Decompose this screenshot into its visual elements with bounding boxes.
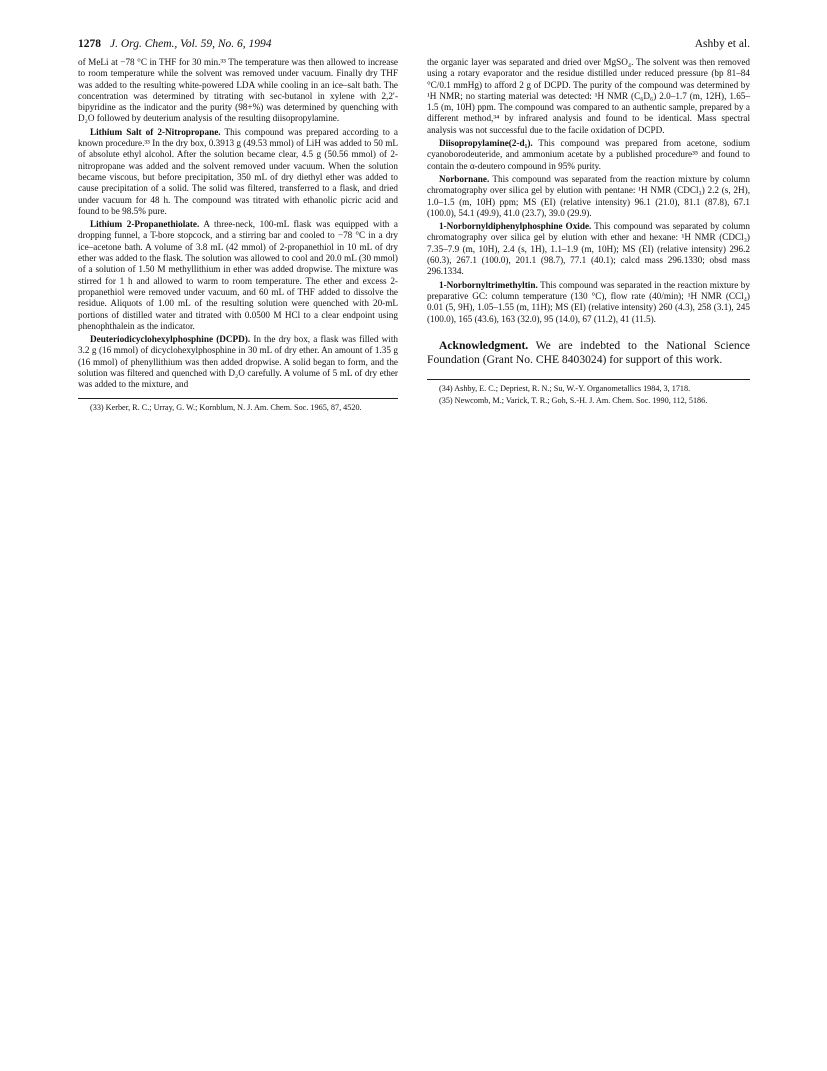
section-heading: 1-Norbornyltrimethyltin. xyxy=(439,279,538,290)
paragraph-dcpd: Deuteriodicyclohexylphosphine (DCPD). In the dry box, a flask was filled with 3.2 g (16 mmol) of dicyclohexylphosphine in 30 mL of dry ether. An amount of 1.35 g (16 mmol) of phenyllithium was then added dropwise. A solid began to form, and the solution was filtered and quenched with D₂O carefully. A volume of 5 mL of dry ether was added to the mixture, and xyxy=(78,334,398,390)
right-column xyxy=(427,57,750,408)
section-heading: Norbornane. xyxy=(439,173,490,184)
acknowledgment: Acknowledgment. We are indebted to the National Science Foundation (Grant No. CHE 8403024) for support of this work. xyxy=(427,338,750,367)
section-heading: 1-Norbornyldiphenylphosphine Oxide. xyxy=(439,221,592,232)
section-heading: Lithium 2-Propanethiolate. xyxy=(90,219,200,230)
footnote-33: (33) Kerber, R. C.; Urray, G. W.; Kornblum, N. J. Am. Chem. Soc. 1965, 87, 4520. xyxy=(90,402,362,412)
paragraph-norbornyltrimethyltin: 1-Norbornyltrimethyltin. This compound was separated in the reaction mixture by preparative GC: column temperature (130 °C), flow rate (40/min); ¹H NMR (CCl₄) 0.01 (5, 9H), 1.05–1.55 (m, 11H); MS (EI) (relative intensity) 260 (4.3), 258 (3.1), 245 (100.0), 165 (43.6), 163 (32.0), 95 (14.0), 67 (11.2), 41 (11.5). xyxy=(427,279,750,324)
paragraph-lithium-salt-2-nitropropane: Lithium Salt of 2-Nitropropane. This compound was prepared according to a known procedure.³³ In the dry box, 0.3913 g (49.53 mmol) of LiH was added to 50 mL of absolute ethyl alcohol. After the solution became clear, 4.5 g (50.56 mmol) of 2-nitropropane was added and the solvent removed under vacuum. When the solution became viscous, but before precipitation, 350 mL of dry diethyl ether was added to cause precipitation of a solid. The solid was filtered, transferred to a flask, and dried under vacuum for 48 h. The compound was titrated with ethanolic picric acid and found to be 98.5% pure. xyxy=(78,126,398,216)
section-heading: Diisopropylamine(2-d₁). xyxy=(439,138,533,149)
paragraph-lithium-2-propanethiolate: Lithium 2-Propanethiolate. A three-neck, 100-mL flask was equipped with a dropping funnel, a T-bore stopcock, and a stirring bar and cooled to −78 °C in a dry ice–acetone bath. A volume of 3.8 mL (42 mmol) of 2-propanethiol in 10 mL of dry ether was added to the flask. The solution was allowed to cool and 20.0 mL (30 mmol) of a solution of 1.50 M methyllithium in ether was added dropwise. The mixture was stirred for 1 h and allowed to warm to room temperature. The ether and excess 2-propanethiol were removed under vacuum, and 60 mL of THF added to dissolve the residue. Aliquots of 1.00 mL of the resulting solution were quenched with 20-mL portions of distilled water and titrated with 0.0500 M HCl to a clear endpoint using phenophthalein as the indicator. xyxy=(78,219,398,331)
paragraph-norbornane: Norbornane. This compound was separated from the reaction mixture by column chromatography over silica gel by elution with pentane: ¹H NMR (CDCl₃) 2.2 (s, 2H), 1.0–1.5 (m, 10H) ppm; MS (EI) (relative intensity) 96.1 (21.0), 81.1 (87.8), 67.1 (100.0), 54.1 (49.9), 41.0 (23.7), 39.0 (29.9). xyxy=(427,173,750,218)
journal-citation: J. Org. Chem., Vol. 59, No. 6, 1994 xyxy=(110,38,272,50)
paragraph-lda-continuation: of MeLi at −78 °C in THF for 30 min.³³ The temperature was then allowed to increase to room temperature while the solvent was removed under vacuum. Finally dry THF was added to the resulting white-powered LDA while cooling in an ice–salt bath. The concentration was determined by titrating with sec-butanol in xylene with 2,2′-bipyridine as the indicator and the purity (98+%) was determined by quenching with D₂O followed by deuterium analysis of the resulting diisopropylamine. xyxy=(78,57,398,124)
paragraph-norbornyldiphenylphosphine-oxide: 1-Norbornyldiphenylphosphine Oxide. This compound was separated by column chromatography over silica gel by elution with ether and hexane: ¹H NMR (CDCl₃) 7.35–7.9 (m, 10H), 2.4 (s, 1H), 1.1–1.9 (m, 10H); MS (EI) (relative intensity) 296.2 (60.3), 267.1 (100.0), 201.1 (98.7), 77.1 (40.1); calcd mass 296.1330; obsd mass 296.1334. xyxy=(427,221,750,277)
running-header xyxy=(78,38,750,58)
footnote-rule xyxy=(427,379,750,380)
footnote-rule xyxy=(78,398,398,399)
paragraph-diisopropylamine: Diisopropylamine(2-d₁). This compound was prepared from acetone, sodium cyanoborodeuteride, and ammonium acetate by a published procedure³⁵ and found to contain the α-deutero compound in 95% purity. xyxy=(427,138,750,171)
acknowledgment-heading: Acknowledgment. xyxy=(439,338,529,352)
page-number: 1278 xyxy=(78,38,101,50)
footnote-35: (35) Newcomb, M.; Varick, T. R.; Goh, S.-H. J. Am. Chem. Soc. 1990, 112, 5186. xyxy=(439,396,708,406)
section-heading: Lithium Salt of 2-Nitropropane. xyxy=(90,126,221,137)
section-heading: Deuteriodicyclohexylphosphine (DCPD). xyxy=(90,334,251,345)
running-authors: Ashby et al. xyxy=(694,38,750,50)
paragraph-dcpd-continuation: the organic layer was separated and dried over MgSO₄. The solvent was then removed using a rotary evaporator and the residue distilled under reduced pressure (bp 81–84 °C/0.1 mmHg) to afford 2 g of DCPD. The purity of the compound was determined by ¹H NMR; no starting material was detected: ¹H NMR (C₆D₆) 2.0–1.7 (m, 12H), 1.65–1.5 (m, 10H) ppm. The compound was compared to an authentic sample, prepared by a different method,³⁴ by infrared analysis and found to be identical. Mass spectral analysis was not successful due to the facile oxidation of DCPD. xyxy=(427,57,750,135)
left-column xyxy=(78,57,398,415)
footnote-34: (34) Ashby, E. C.; Depriest, R. N.; Su, W.-Y. Organometallics 1984, 3, 1718. xyxy=(439,384,691,394)
